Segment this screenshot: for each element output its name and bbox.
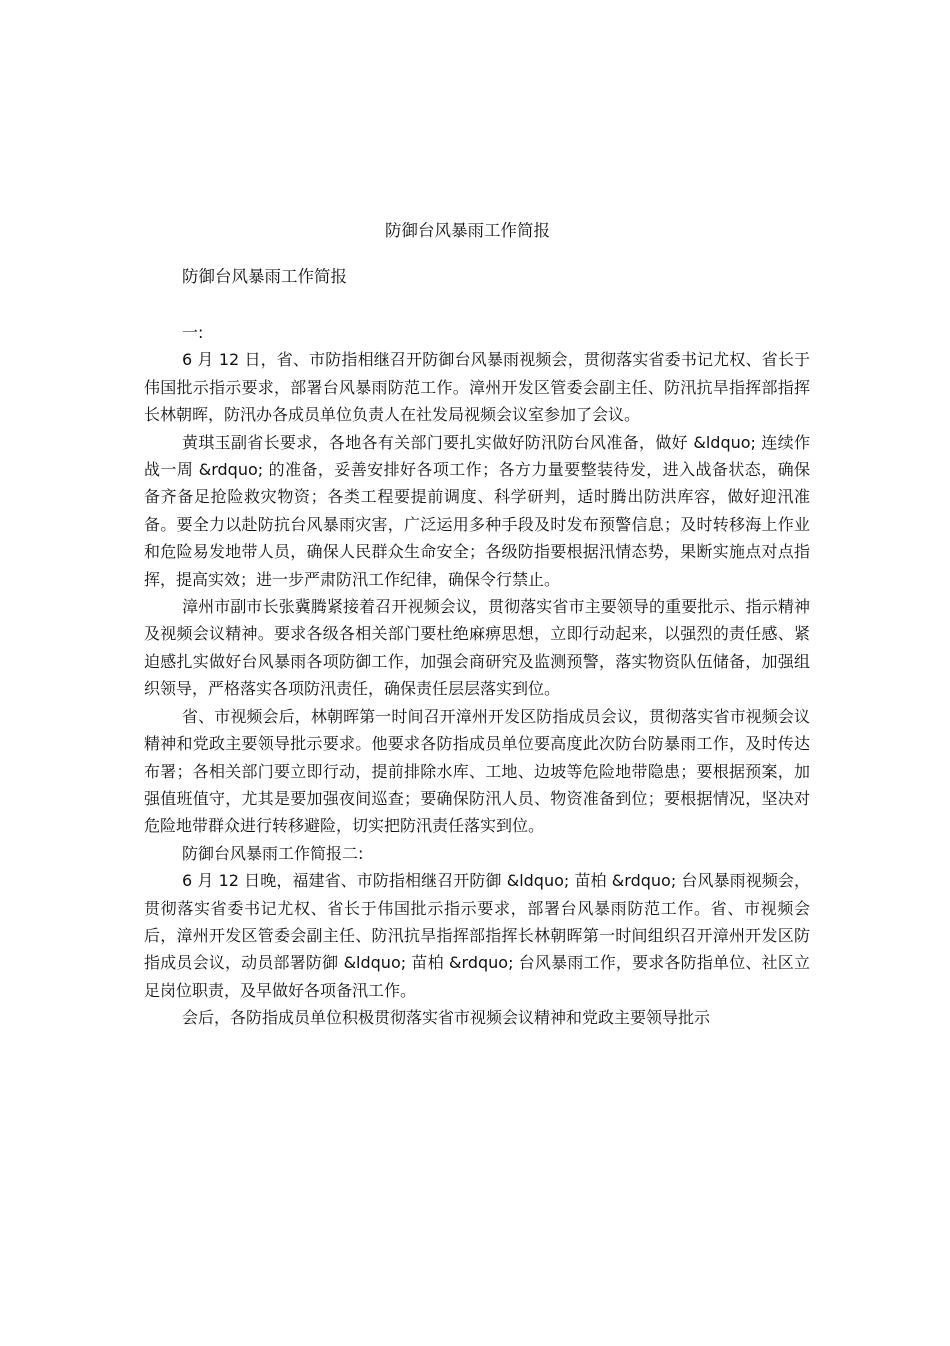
- document-subtitle: 防御台风暴雨工作简报: [182, 267, 347, 286]
- paragraph: 会后，各防指成员单位积极贯彻落实省市视频会议精神和党政主要领导批示: [182, 1008, 711, 1028]
- section-two-heading: 防御台风暴雨工作简报二:: [182, 843, 364, 863]
- paragraph: 6 月 12 日晚，福建省、市防指相继召开防御 &ldquo; 苗柏 &rdquo; 台风暴雨视频会，贯彻落实省委书记尤权、省长于伟国批示指示要求，部署台风暴雨防范工作。省、市视频会后，漳州开发区管委会副主任、防汛抗旱指挥部指挥长林朝晖第一时间组织召开漳州开发区防指成员会议，动员部署防御 &ldquo; 苗柏 &rdquo; 台风暴雨工作，要求各防指单位、社区立足岗位职责，及早做好各项备汛工作。: [144, 871, 810, 1000]
- paragraph: 黄琪玉副省长要求，各地各有关部门要扎实做好防汛防台风准备，做好 &ldquo; 连续作战一周 &rdquo; 的准备，妥善安排好各项工作；各方力量要整装待发，进入战备状态，确保备齐备足抢险救灾物资；各类工程要提前调度、科学研判，适时腾出防洪库容，做好迎汛准备。要全力以赴防抗台风暴雨灾害，广泛运用多种手段及时发布预警信息；及时转移海上作业和危险易发地带人员，确保人民群众生命安全；各级防指要根据汛情态势，果断实施点对点指挥，提高实效；进一步严肃防汛工作纪律，确保令行禁止。: [144, 432, 810, 589]
- paragraph: 漳州市副市长张冀腾紧接着召开视频会议，贯彻落实省市主要领导的重要批示、指示精神及视频会议精神。要求各级各相关部门要杜绝麻痹思想，立即行动起来，以强烈的责任感、紧迫感扎实做好台风暴雨各项防御工作，加强会商研究及监测预警，落实物资队伍储备，加强组织领导，严格落实各项防汛责任，确保责任层层落实到位。: [144, 597, 810, 699]
- document-title: 防御台风暴雨工作简报: [385, 221, 550, 240]
- paragraph: 6 月 12 日，省、市防指相继召开防御台风暴雨视频会，贯彻落实省委书记尤权、省长于伟国批示指示要求，部署台风暴雨防范工作。漳州开发区管委会副主任、防汛抗旱指挥部指挥长林朝晖，防汛办各成员单位负责人在社发局视频会议室参加了会议。: [144, 350, 810, 425]
- section-one-heading: 一:: [182, 323, 204, 342]
- document-body: [144, 319, 810, 1032]
- paragraph: 省、市视频会后，林朝晖第一时间召开漳州开发区防指成员会议，贯彻落实省市视频会议精神和党政主要领导批示要求。他要求各防指成员单位要高度此次防台防暴雨工作，及时传达布署；各相关部门要立即行动，提前排除水库、工地、边坡等危险地带隐患；要根据预案，加强值班值守，尤其是要加强夜间巡查；要确保防汛人员、物资准备到位；要根据情况，坚决对危险地带群众进行转移避险，切实把防汛责任落实到位。: [144, 706, 810, 836]
